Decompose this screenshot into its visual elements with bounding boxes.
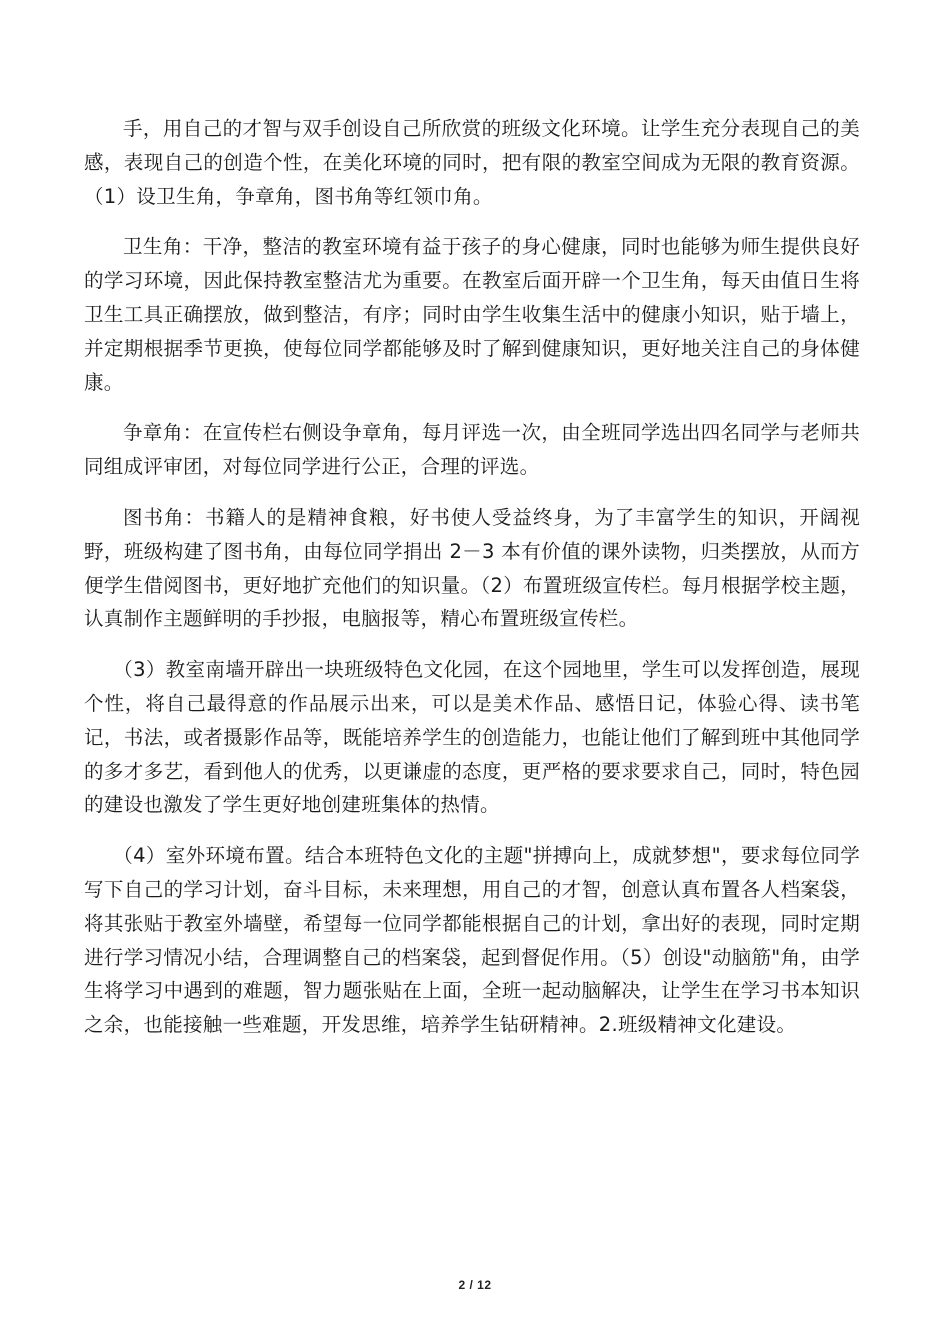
paragraph: 图书角：书籍人的是精神食粮，好书使人受益终身，为了丰富学生的知识，开阔视野，班级构建了图书角，由每位同学捐出 2－3 本有价值的课外读物，归类摆放，从而方便学生借阅图书，更好地扩充他们的知识量。（2）布置班级宣传栏。每月根据学校主题，认真制作主题鲜明的手抄报，电脑报等，精心布置班级宣传栏。 [84,505,860,631]
page-number: 2 / 12 [458,1278,492,1292]
document-body [84,112,860,1042]
paragraph: 卫生角：干净，整洁的教室环境有益于孩子的身心健康，同时也能够为师生提供良好的学习环境，因此保持教室整洁尤为重要。在教室后面开辟一个卫生角，每天由值日生将卫生工具正确摆放，做到整洁，有序；同时由学生收集生活中的健康小知识，贴于墙上，并定期根据季节更换，使每位同学都能够及时了解到健康知识，更好地关注自己的身体健康。 [84,235,860,394]
paragraph: 争章角：在宣传栏右侧设争章角，每月评选一次，由全班同学选出四名同学与老师共同组成评审团，对每位同学进行公正，合理的评选。 [84,421,860,479]
paragraph: 手，用自己的才智与双手创设自己所欣赏的班级文化环境。让学生充分表现自己的美感，表现自己的创造个性，在美化环境的同时，把有限的教室空间成为无限的教育资源。（1）设卫生角，争章角，图书角等红领巾角。 [84,117,860,208]
paragraph: （4）室外环境布置。结合本班特色文化的主题"拼搏向上，成就梦想"，要求每位同学写下自己的学习计划，奋斗目标，未来理想，用自己的才智，创意认真布置各人档案袋，将其张贴于教室外墙壁，希望每一位同学都能根据自己的计划，拿出好的表现，同时定期进行学习情况小结，合理调整自己的档案袋，起到督促作用。（5）创设"动脑筋"角，由学生将学习中遇到的难题，智力题张贴在上面，全班一起动脑解决，让学生在学习书本知识之余，也能接触一些难题，开发思维，培养学生钻研精神。2.班级精神文化建设。 [84,844,860,1037]
paragraph: （3）教室南墙开辟出一块班级特色文化园，在这个园地里，学生可以发挥创造，展现个性，将自己最得意的作品展示出来，可以是美术作品、感悟日记，体验心得、读书笔记，书法，或者摄影作品等，既能培养学生的创造能力，也能让他们了解到班中其他同学的多才多艺，看到他人的优秀，以更谦虚的态度，更严格的要求要求自己，同时，特色园的建设也激发了学生更好地创建班集体的热情。 [84,658,860,817]
